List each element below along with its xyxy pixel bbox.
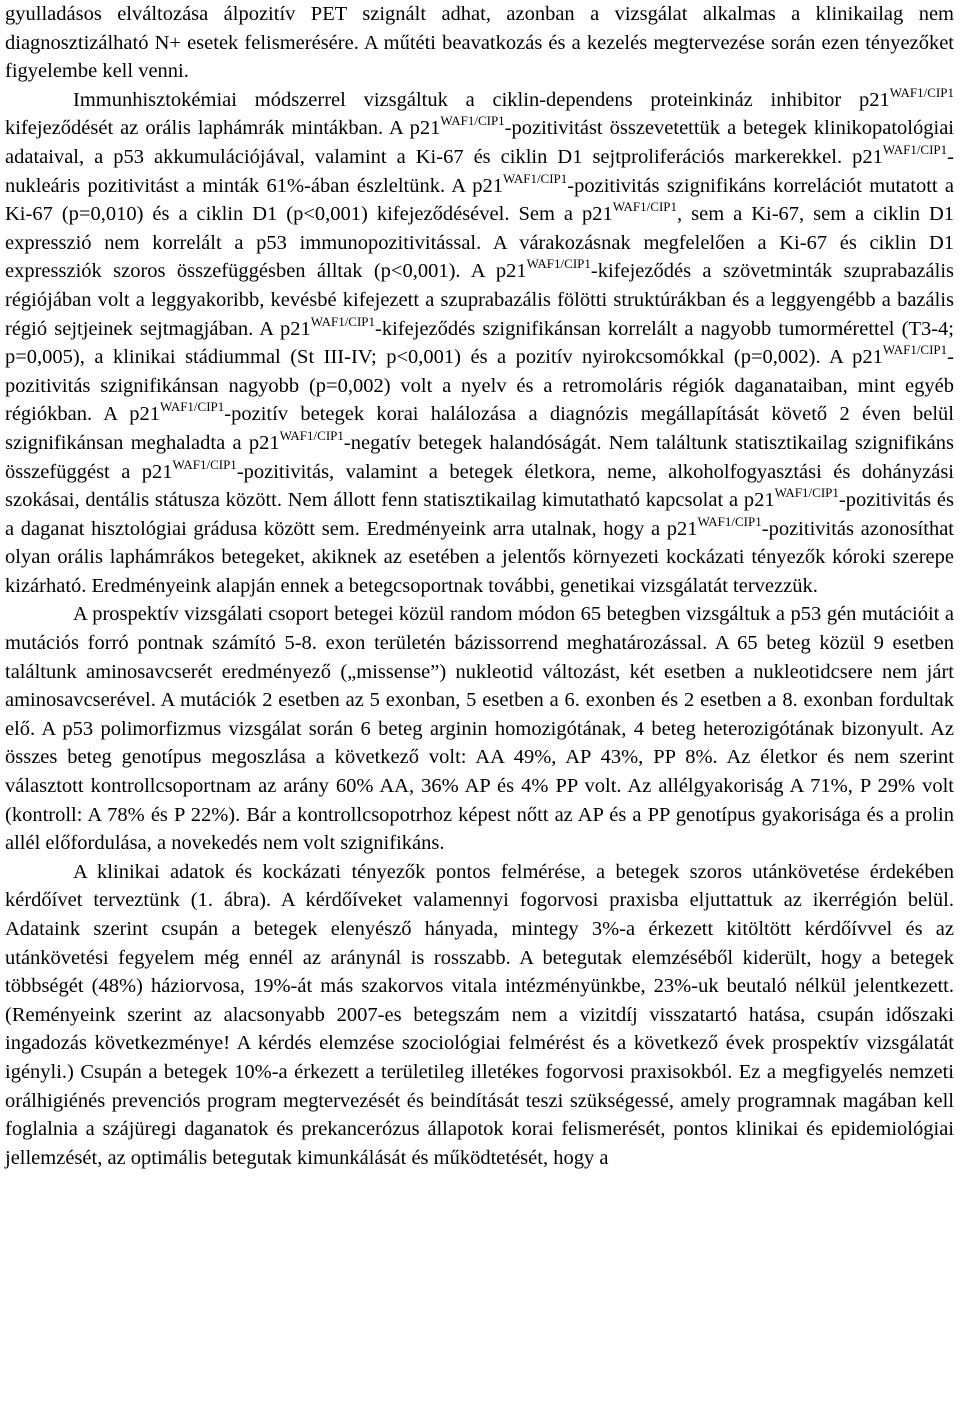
text-run: Immunhisztokémiai módszerrel vizsgáltuk a ciklin-dependens proteinkináz inhibitor p21 xyxy=(73,88,890,111)
text-run: -pozitivitás, valamint a betegek életkora, neme, alkoholfogyasztási és dohányzási szokásai, dentális státusza között. Nem állott fenn statisztikailag kimutatható kapcsolat a p21 xyxy=(5,460,955,512)
superscript-waf1-cip1: WAF1/CIP1 xyxy=(882,141,948,157)
text-run: gyulladásos elváltozása álpozitív PET szignált adhat, azonban a vizsgálat alkalmas a klinikailag nem diagnosztizálható N+ esetek felismerésére. A műtéti beavatkozás és a kezelés megtervezése során ezen tényezőket figyelembe kell venni. xyxy=(5,3,954,83)
paragraph-3 xyxy=(5,600,954,857)
superscript-waf1-cip1: WAF1/CIP1 xyxy=(889,84,954,100)
text-run: A klinikai adatok és kockázati tényezők pontos felmérése, a betegek szoros utánkövetése érdekében kérdőívet terveztünk (1. ábra). A kérdőíveket valamennyi fogorvosi praxisba eljuttattuk az ikerrégión belül. Adataink szerint csupán a betegek elenyésző hányada, mintegy 3%-a érkezett kitöltött kérdőívvel és az utánkövetési fegyelem még ennél az aránynál is rosszabb. A betegutak elemzéséből kiderült, hogy a betegek többségét (48%) háziorvosa, 19%-át más szakorvos vitala intézményünkbe, 23%-uk beutaló nélkül jelentkezett. (Reményeink szerint az alacsonyabb 2007-es betegszám nem a vizitdíj visszatartó hatása, csupán időszaki ingadozás következménye! A kérdés elemzése szociológiai felmérést és a következő évek prospektív vizsgálatát igényli.) Csupán a betegek 10%-a érkezett a területileg illetékes fogorvosi praxisokból. Ez a megfigyelés nemzeti orálhigiénés prevenciós program megtervezését és beindítását teszi szükségessé, amely programnak magában kell foglalnia a szájüregi daganatok és prekancerózus állapotok korai felismerését, pontos klinikai és epidemiológiai jellemzését, az optimális betegutak kimunkálását és működtetését, hogy a xyxy=(5,860,954,1169)
superscript-waf1-cip1: WAF1/CIP1 xyxy=(774,485,839,501)
text-run: , sem a Ki-67, sem a ciklin D1 expresszió nem korrelált a p53 immunopozitivitással. A várakozásnak megfelelően a Ki-67 és ciklin D1 expressziók szoros összefüggésben álltak (p<0,001). A p21 xyxy=(5,203,954,283)
text-run: A prospektív vizsgálati csoport betegei közül random módon 65 betegben vizsgáltuk a p53 gén mutációit a mutációs forró pontnak számító 5-8. exon területén bázissorrend meghatározással. A 65 beteg közül 9 esetben találtunk aminosavcserét eredményező („missense”) nukleotid változást, két esetben a nukleotidcsere nem járt aminosavcserével. A mutációk 2 esetben az 5 exonban, 5 esetben a 6. exonben és 2 esetben a 8. exonban fordultak elő. A p53 polimorfizmus vizsgálat során 6 beteg arginin homozigótának, 4 beteg heterozigótának bizonyult. Az összes beteg genotípus megoszlása a következő volt: AA 49%, AP 43%, PP 8%. Az életkor és nem szerint választott kontrollcsoportnam az arány 60% AA, 36% AP és 4% PP volt. Az allélgyakoriság A 71%, P 29% volt (kontroll: A 78% és P 22%). Bár a kontrollcsopotrhoz képest nőtt az AP és a PP genotípus gyakorisága és a prolin allél előfordulása, a novekedés nem volt szignifikáns. xyxy=(5,603,954,855)
text-run: -pozitivitást összevetettük a betegek klinikopatológiai adataival, a p53 akkumulációjával, valamint a Ki-67 és ciklin D1 sejtproliferációs markerekkel. p21 xyxy=(5,117,954,168)
superscript-waf1-cip1: WAF1/CIP1 xyxy=(503,170,568,186)
text-run: -kifejeződés szignifikánsan korrelált a nagyobb tumormérettel (T3-4; p=0,005), a klinikai stádiummal (St III-IV; p<0,001) és a pozitív nyirokcsomókkal (p=0,002). A p21 xyxy=(5,317,954,369)
paragraph-1 xyxy=(5,0,954,86)
text-run: -pozitivitás szignifikáns korrelációt mutatott a Ki-67 (p=0,010) és a ciklin D1 (p<0,001) kifejeződésével. Sem a p21 xyxy=(5,174,954,226)
superscript-waf1-cip1: WAF1/CIP1 xyxy=(159,399,225,415)
text-run: -nukleáris pozitivitást a minták 61%-ában észleltünk. A p21 xyxy=(5,145,954,197)
paragraph-4 xyxy=(5,858,954,1173)
superscript-waf1-cip1: WAF1/CIP1 xyxy=(172,456,237,472)
text-run: -pozitív betegek korai halálozása a diagnózis megállapítását követő 2 éven belül szignifikánsan meghaladta a p21 xyxy=(5,403,954,454)
superscript-waf1-cip1: WAF1/CIP1 xyxy=(440,113,505,129)
text-run: -kifejeződés a szövetminták szuprabazális régiójában volt a leggyakoribb, kevésbé kifejezett a szuprabazális fölötti struktúrákban és a leggyengébb a bazális régió sejtjeinek sejtmagjában. A p21 xyxy=(5,260,954,340)
superscript-waf1-cip1: WAF1/CIP1 xyxy=(612,199,678,215)
text-run: kifejeződését az orális laphámrák mintákban. A p21 xyxy=(5,117,441,140)
superscript-waf1-cip1: WAF1/CIP1 xyxy=(882,342,948,358)
text-run: -pozitivitás és a daganat hisztológiai grádusa között sem. Eredményeink arra utalnak, hogy a p21 xyxy=(5,489,954,540)
text-run: -negatív betegek halandóságát. Nem találtunk statisztikailag szignifikáns összefüggést a p21 xyxy=(5,431,954,483)
text-run: -pozitivitás azonosíthat olyan orális laphámrákos betegeket, akiknek az esetében a jelentős környezeti kockázati tényezők kóroki szerepe kizárható. Eredményeink alapján ennek a betegcsoportnak további, genetikai vizsgálatát tervezzük. xyxy=(5,517,954,597)
paragraph-2 xyxy=(5,86,954,601)
superscript-waf1-cip1: WAF1/CIP1 xyxy=(310,313,376,329)
text-run: -pozitivitás szignifikánsan nagyobb (p=0,002) volt a nyelv és a retromoláris régiók daganataiban, mint egyéb régiókban. A p21 xyxy=(5,346,954,426)
superscript-waf1-cip1: WAF1/CIP1 xyxy=(279,427,344,443)
superscript-waf1-cip1: WAF1/CIP1 xyxy=(526,256,591,272)
superscript-waf1-cip1: WAF1/CIP1 xyxy=(697,513,762,529)
